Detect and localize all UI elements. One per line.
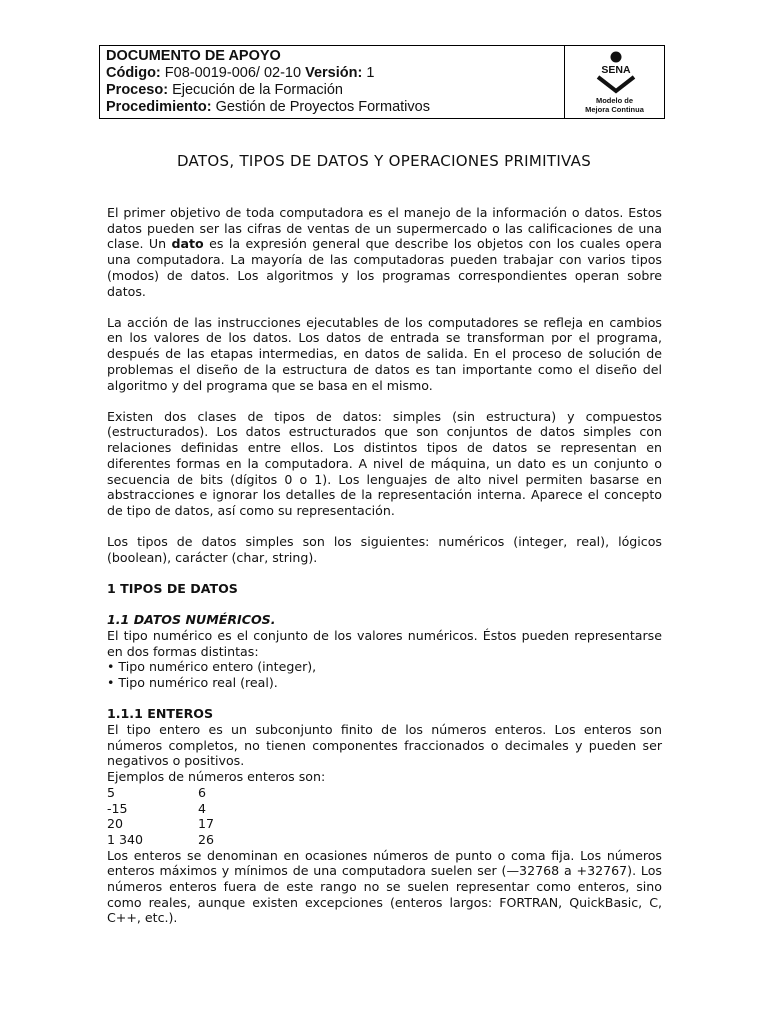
example-cell: 1 340 bbox=[107, 831, 144, 847]
codigo-label: Código: bbox=[106, 65, 161, 81]
version-value: 1 bbox=[366, 65, 375, 81]
example-cell: 4 bbox=[198, 800, 207, 816]
example-cell: 5 bbox=[107, 784, 116, 800]
paragraph-6: El tipo entero es un subconjunto finito de los números enteros. Los enteros son números completos, no tienen componentes fraccionados o decimales y pueden ser negativos o positivos. bbox=[107, 721, 662, 769]
page-title: DATOS, TIPOS DE DATOS Y OPERACIONES PRIMITIVAS bbox=[176, 152, 592, 170]
example-cell: 26 bbox=[198, 831, 215, 847]
example-cell: 6 bbox=[198, 784, 207, 800]
examples-table bbox=[107, 785, 662, 848]
codigo-value: F08-0019-006/ 02-10 bbox=[164, 65, 302, 81]
procedimiento-value: Gestión de Proyectos Formativos bbox=[215, 99, 430, 115]
proceso-label: Proceso: bbox=[106, 82, 169, 98]
sena-logo-icon bbox=[592, 51, 640, 95]
document-body bbox=[107, 205, 662, 926]
doc-type: DOCUMENTO DE APOYO bbox=[106, 48, 281, 64]
dato-bold: dato bbox=[171, 236, 204, 252]
paragraph-7: Ejemplos de números enteros son: bbox=[107, 769, 326, 785]
sena-logo bbox=[565, 46, 664, 118]
paragraph-2: La acción de las instrucciones ejecutables de los computadores se refleja en cambios en los valores de los datos. Los datos de entrada se transforman por el programa, después de las etapas intermedias, en datos de salida. En el proceso de solución de problemas el diseño de la estructura de datos es tan importante como el diseño del algoritmo y del programa que se basa en el mismo. bbox=[107, 314, 662, 393]
bullet-integer: • Tipo numérico entero (integer), bbox=[107, 659, 317, 675]
example-cell: 20 bbox=[107, 816, 124, 832]
proceso-value: Ejecución de la Formación bbox=[172, 82, 343, 98]
section-heading-1: 1 TIPOS DE DATOS bbox=[107, 581, 238, 597]
logo-text: SENA bbox=[601, 64, 631, 76]
paragraph-4: Los tipos de datos simples son los siguientes: numéricos (integer, real), lógicos (boolean), carácter (char, string). bbox=[107, 534, 662, 565]
bullet-real: • Tipo numérico real (real). bbox=[107, 675, 278, 691]
paragraph-3: Existen dos clases de tipos de datos: simples (sin estructura) y compuestos (estructurados). Los datos estructurados que son conjuntos de datos simples con relaciones definidas entre ellos. Los distintos tipos de datos se representan en diferentes formas en la computadora. A nivel de máquina, un dato es un conjunto o secuencia de bits (dígitos 0 o 1). Los lenguajes de alto nivel permiten basarse en abstracciones e ignorar los detalles de la representación interna. Aparece el concepto de tipo de datos, así como su representación. bbox=[107, 408, 662, 518]
paragraph-5: El tipo numérico es el conjunto de los valores numéricos. Éstos pueden representarse en dos formas distintas: bbox=[107, 627, 662, 659]
header-info bbox=[100, 46, 565, 118]
proceso-row bbox=[106, 82, 558, 99]
logo-caption-2: Mejora Continua bbox=[585, 105, 644, 114]
example-cell: 17 bbox=[198, 816, 215, 832]
version-label: Versión: bbox=[305, 65, 363, 81]
document-header bbox=[99, 45, 665, 119]
logo-caption-1: Modelo de bbox=[595, 96, 634, 105]
section-heading-1-1: 1.1 DATOS NUMÉRICOS. bbox=[107, 612, 276, 628]
paragraph-8: Los enteros se denominan en ocasiones números de punto o coma fija. Los números enteros máximos y mínimos de una computadora suelen ser (—32768 a +32767). Los números enteros fuera de este rango no se suelen representar como enteros, sino como reales, aunque existen excepciones (enteros largos: FORTRAN, QuickBasic, C, C++, etc.). bbox=[107, 847, 662, 926]
example-cell: -15 bbox=[107, 800, 128, 816]
section-heading-1-1-1: 1.1.1 ENTEROS bbox=[107, 706, 214, 722]
procedimiento-row bbox=[106, 99, 558, 116]
paragraph-1: El primer objetivo de toda computadora es el manejo de la información o datos. Estos datos pueden ser las cifras de ventas de un supermercado o las calificaciones de una clase. Un dato es la expresión general que describe los objetos con los cuales opera una computadora. La mayoría de las computadoras pueden trabajar con varios tipos (modos) de datos. Los algoritmos y los programas correspondientes operan sobre datos. bbox=[107, 205, 662, 299]
codigo-row bbox=[106, 65, 558, 82]
procedimiento-label: Procedimiento: bbox=[106, 99, 212, 115]
